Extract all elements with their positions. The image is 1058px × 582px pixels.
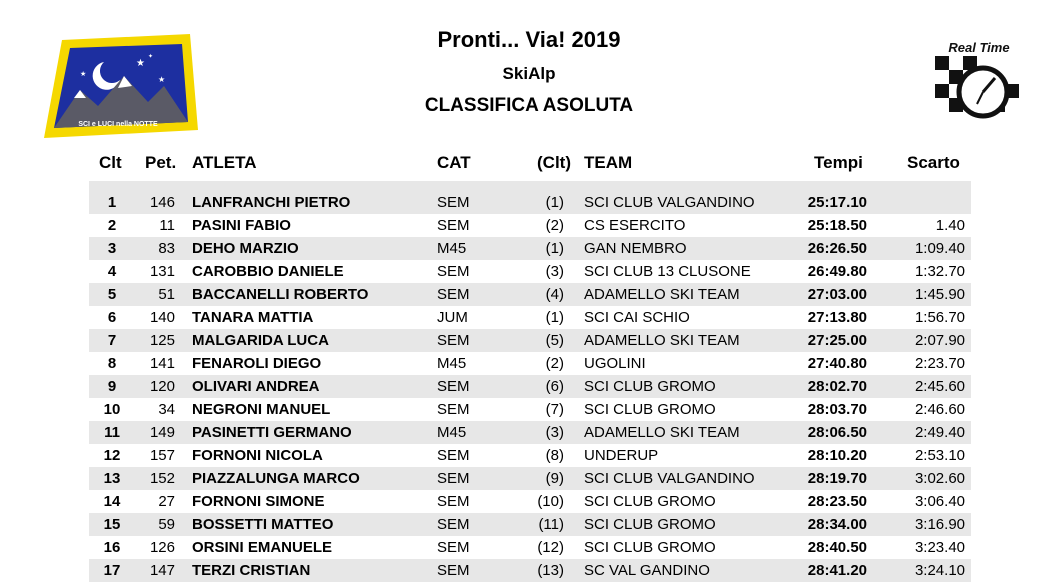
- team-cell: SCI CLUB VALGANDINO: [584, 194, 755, 211]
- header-atleta: ATLETA: [192, 153, 257, 172]
- athlete-name-cell: NEGRONI MANUEL: [192, 401, 331, 418]
- category-cell: M45: [437, 355, 467, 372]
- table-row: [89, 490, 971, 513]
- time-cell: 27:25.00: [807, 332, 867, 349]
- table-row: [89, 191, 971, 214]
- athlete-name-cell: LANFRANCHI PIETRO: [192, 194, 351, 211]
- category-rank-cell: (3): [545, 263, 564, 280]
- athlete-name-cell: FENAROLI DIEGO: [192, 355, 322, 372]
- time-cell: 28:23.50: [807, 493, 867, 510]
- rank-cell: 16: [103, 539, 121, 556]
- table-row: [89, 375, 971, 398]
- table-row: [89, 306, 971, 329]
- rank-cell: 9: [107, 378, 117, 395]
- athlete-name-cell: TERZI CRISTIAN: [192, 562, 311, 579]
- rank-cell: 10: [103, 401, 121, 418]
- category-rank-cell: (10): [537, 493, 564, 510]
- time-cell: 27:03.00: [807, 286, 867, 303]
- time-cell: 28:41.20: [807, 562, 867, 579]
- gap-cell: 1:32.70: [914, 263, 965, 280]
- athlete-name-cell: CAROBBIO DANIELE: [192, 263, 344, 280]
- team-cell: UNDERUP: [584, 447, 659, 464]
- time-cell: 25:17.10: [807, 194, 867, 211]
- category-cell: SEM: [437, 493, 470, 510]
- gap-cell: 2:46.60: [914, 401, 965, 418]
- event-discipline: SkiAlp: [502, 64, 556, 83]
- bib-cell: 27: [158, 493, 175, 510]
- category-rank-cell: (7): [545, 401, 564, 418]
- bib-cell: 125: [149, 332, 175, 349]
- athlete-name-cell: MALGARIDA LUCA: [192, 332, 329, 349]
- category-cell: JUM: [437, 309, 468, 326]
- table-row: [89, 536, 971, 559]
- team-cell: SCI CLUB GROMO: [584, 516, 716, 533]
- table-row: [89, 329, 971, 352]
- gap-cell: 2:23.70: [914, 355, 965, 372]
- category-rank-cell: (3): [545, 424, 564, 441]
- category-rank-cell: (6): [545, 378, 564, 395]
- table-row: [89, 513, 971, 536]
- table-header: [89, 153, 971, 175]
- category-cell: SEM: [437, 539, 470, 556]
- bib-cell: 146: [149, 194, 175, 211]
- table-row: [89, 421, 971, 444]
- rank-cell: 13: [103, 470, 121, 487]
- bib-cell: 34: [158, 401, 175, 418]
- time-cell: 26:49.80: [807, 263, 867, 280]
- category-cell: SEM: [437, 378, 470, 395]
- team-cell: SCI CLUB GROMO: [584, 378, 716, 395]
- bib-cell: 141: [149, 355, 175, 372]
- table-row: [89, 214, 971, 237]
- table-row: [89, 283, 971, 306]
- rank-cell: 6: [107, 309, 117, 326]
- category-cell: SEM: [437, 332, 470, 349]
- gap-cell: 1:45.90: [914, 286, 965, 303]
- category-cell: SEM: [437, 217, 470, 234]
- bib-cell: 83: [158, 240, 175, 257]
- athlete-name-cell: ORSINI EMANUELE: [192, 539, 333, 556]
- category-rank-cell: (9): [545, 470, 564, 487]
- team-cell: GAN NEMBRO: [584, 240, 687, 257]
- athlete-name-cell: DEHO MARZIO: [192, 240, 299, 257]
- rank-cell: 4: [107, 263, 117, 280]
- category-rank-cell: (12): [537, 539, 564, 556]
- rank-cell: 12: [103, 447, 121, 464]
- rank-cell: 17: [103, 562, 121, 579]
- rank-cell: 5: [107, 286, 117, 303]
- bib-cell: 149: [149, 424, 175, 441]
- table-row: [89, 559, 971, 582]
- category-rank-cell: (2): [545, 217, 564, 234]
- table-row: [89, 237, 971, 260]
- gap-cell: 2:49.40: [914, 424, 965, 441]
- rank-cell: 14: [103, 493, 121, 510]
- gap-cell: 3:16.90: [914, 516, 965, 533]
- header-cat-pos: (Clt): [537, 153, 571, 172]
- category-rank-cell: (1): [545, 240, 564, 257]
- category-cell: SEM: [437, 516, 470, 533]
- svg-text:✦: ✦: [148, 54, 154, 60]
- team-cell: SCI CLUB GROMO: [584, 493, 716, 510]
- category-rank-cell: (1): [545, 309, 564, 326]
- time-cell: 26:26.50: [807, 240, 867, 257]
- athlete-name-cell: OLIVARI ANDREA: [192, 378, 320, 395]
- bib-cell: 152: [149, 470, 175, 487]
- category-cell: SEM: [437, 194, 470, 211]
- category-cell: SEM: [437, 286, 470, 303]
- right-logo-text: Real Time: [948, 40, 1010, 55]
- category-rank-cell: (2): [545, 355, 564, 372]
- bib-cell: 51: [158, 286, 175, 303]
- svg-text:★: ★: [158, 75, 166, 84]
- team-cell: SCI CAI SCHIO: [584, 309, 690, 326]
- header-scarto: Scarto: [907, 153, 960, 172]
- results-table: [89, 191, 971, 582]
- bib-cell: 120: [149, 378, 175, 395]
- bib-cell: 157: [149, 447, 175, 464]
- bib-cell: 140: [149, 309, 175, 326]
- time-cell: 27:13.80: [807, 309, 867, 326]
- svg-text:★: ★: [80, 71, 87, 78]
- header-cat: CAT: [437, 153, 471, 172]
- category-rank-cell: (13): [537, 562, 564, 579]
- gap-cell: 3:23.40: [914, 539, 965, 556]
- team-cell: ADAMELLO SKI TEAM: [584, 424, 740, 441]
- team-cell: SCI CLUB GROMO: [584, 539, 716, 556]
- bib-cell: 11: [159, 217, 175, 234]
- table-row: [89, 352, 971, 375]
- gap-cell: 3:02.60: [914, 470, 965, 487]
- table-top-band: [89, 181, 971, 191]
- category-cell: M45: [437, 424, 467, 441]
- gap-cell: 2:53.10: [914, 447, 965, 464]
- rank-cell: 11: [104, 424, 120, 441]
- category-cell: SEM: [437, 263, 470, 280]
- time-cell: 27:40.80: [807, 355, 867, 372]
- athlete-name-cell: FORNONI SIMONE: [192, 493, 325, 510]
- time-cell: 28:34.00: [807, 516, 867, 533]
- team-cell: ADAMELLO SKI TEAM: [584, 332, 740, 349]
- gap-cell: 1:56.70: [914, 309, 965, 326]
- rank-cell: 7: [107, 332, 117, 349]
- bib-cell: 131: [149, 263, 175, 280]
- time-cell: 28:40.50: [807, 539, 867, 556]
- team-cell: ADAMELLO SKI TEAM: [584, 286, 740, 303]
- rank-cell: 2: [107, 217, 117, 234]
- athlete-name-cell: BOSSETTI MATTEO: [192, 516, 334, 533]
- rank-cell: 1: [107, 194, 117, 211]
- rank-cell: 15: [103, 516, 121, 533]
- time-cell: 28:19.70: [807, 470, 867, 487]
- table-row: [89, 398, 971, 421]
- athlete-name-cell: PIAZZALUNGA MARCO: [192, 470, 360, 487]
- category-cell: SEM: [437, 401, 470, 418]
- time-cell: 28:03.70: [807, 401, 867, 418]
- athlete-name-cell: PASINI FABIO: [192, 217, 291, 234]
- header-team: TEAM: [584, 153, 633, 172]
- event-title: Pronti... Via! 2019: [437, 27, 621, 52]
- svg-text:★: ★: [136, 58, 145, 69]
- gap-cell: 2:07.90: [914, 332, 965, 349]
- athlete-name-cell: TANARA MATTIA: [192, 309, 314, 326]
- table-row: [89, 260, 971, 283]
- athlete-name-cell: FORNONI NICOLA: [192, 447, 323, 464]
- category-cell: SEM: [437, 470, 470, 487]
- time-cell: 28:10.20: [807, 447, 867, 464]
- category-rank-cell: (5): [545, 332, 564, 349]
- time-cell: 28:02.70: [807, 378, 867, 395]
- gap-cell: 1:09.40: [914, 240, 965, 257]
- team-cell: SCI CLUB 13 CLUSONE: [584, 263, 751, 280]
- category-rank-cell: (11): [538, 516, 564, 533]
- bib-cell: 59: [158, 516, 175, 533]
- gap-cell: 2:45.60: [914, 378, 965, 395]
- gap-cell: 1.40: [935, 217, 965, 234]
- team-cell: CS ESERCITO: [584, 217, 686, 234]
- gap-cell: 3:06.40: [914, 493, 965, 510]
- header-tempi: Tempi: [814, 153, 863, 172]
- category-cell: SEM: [437, 562, 470, 579]
- bib-cell: 126: [149, 539, 175, 556]
- category-cell: M45: [437, 240, 467, 257]
- team-cell: SCI CLUB VALGANDINO: [584, 470, 755, 487]
- left-logo-text: SCI e LUCI nella NOTTE: [78, 121, 158, 128]
- rank-cell: 3: [107, 240, 117, 257]
- table-row: [89, 444, 971, 467]
- team-cell: SC VAL GANDINO: [584, 562, 710, 579]
- athlete-name-cell: PASINETTI GERMANO: [192, 424, 352, 441]
- category-rank-cell: (8): [545, 447, 564, 464]
- category-rank-cell: (4): [545, 286, 564, 303]
- team-cell: SCI CLUB GROMO: [584, 401, 716, 418]
- header-clt: Clt: [99, 153, 122, 172]
- category-rank-cell: (1): [545, 194, 564, 211]
- category-cell: SEM: [437, 447, 470, 464]
- athlete-name-cell: BACCANELLI ROBERTO: [192, 286, 369, 303]
- team-cell: UGOLINI: [584, 355, 646, 372]
- table-row: [89, 467, 971, 490]
- gap-cell: 3:24.10: [914, 562, 965, 579]
- time-cell: 28:06.50: [807, 424, 867, 441]
- rank-cell: 8: [107, 355, 117, 372]
- header-pet: Pet.: [145, 153, 177, 172]
- ranking-title: CLASSIFICA ASOLUTA: [424, 95, 634, 116]
- time-cell: 25:18.50: [807, 217, 867, 234]
- bib-cell: 147: [149, 562, 175, 579]
